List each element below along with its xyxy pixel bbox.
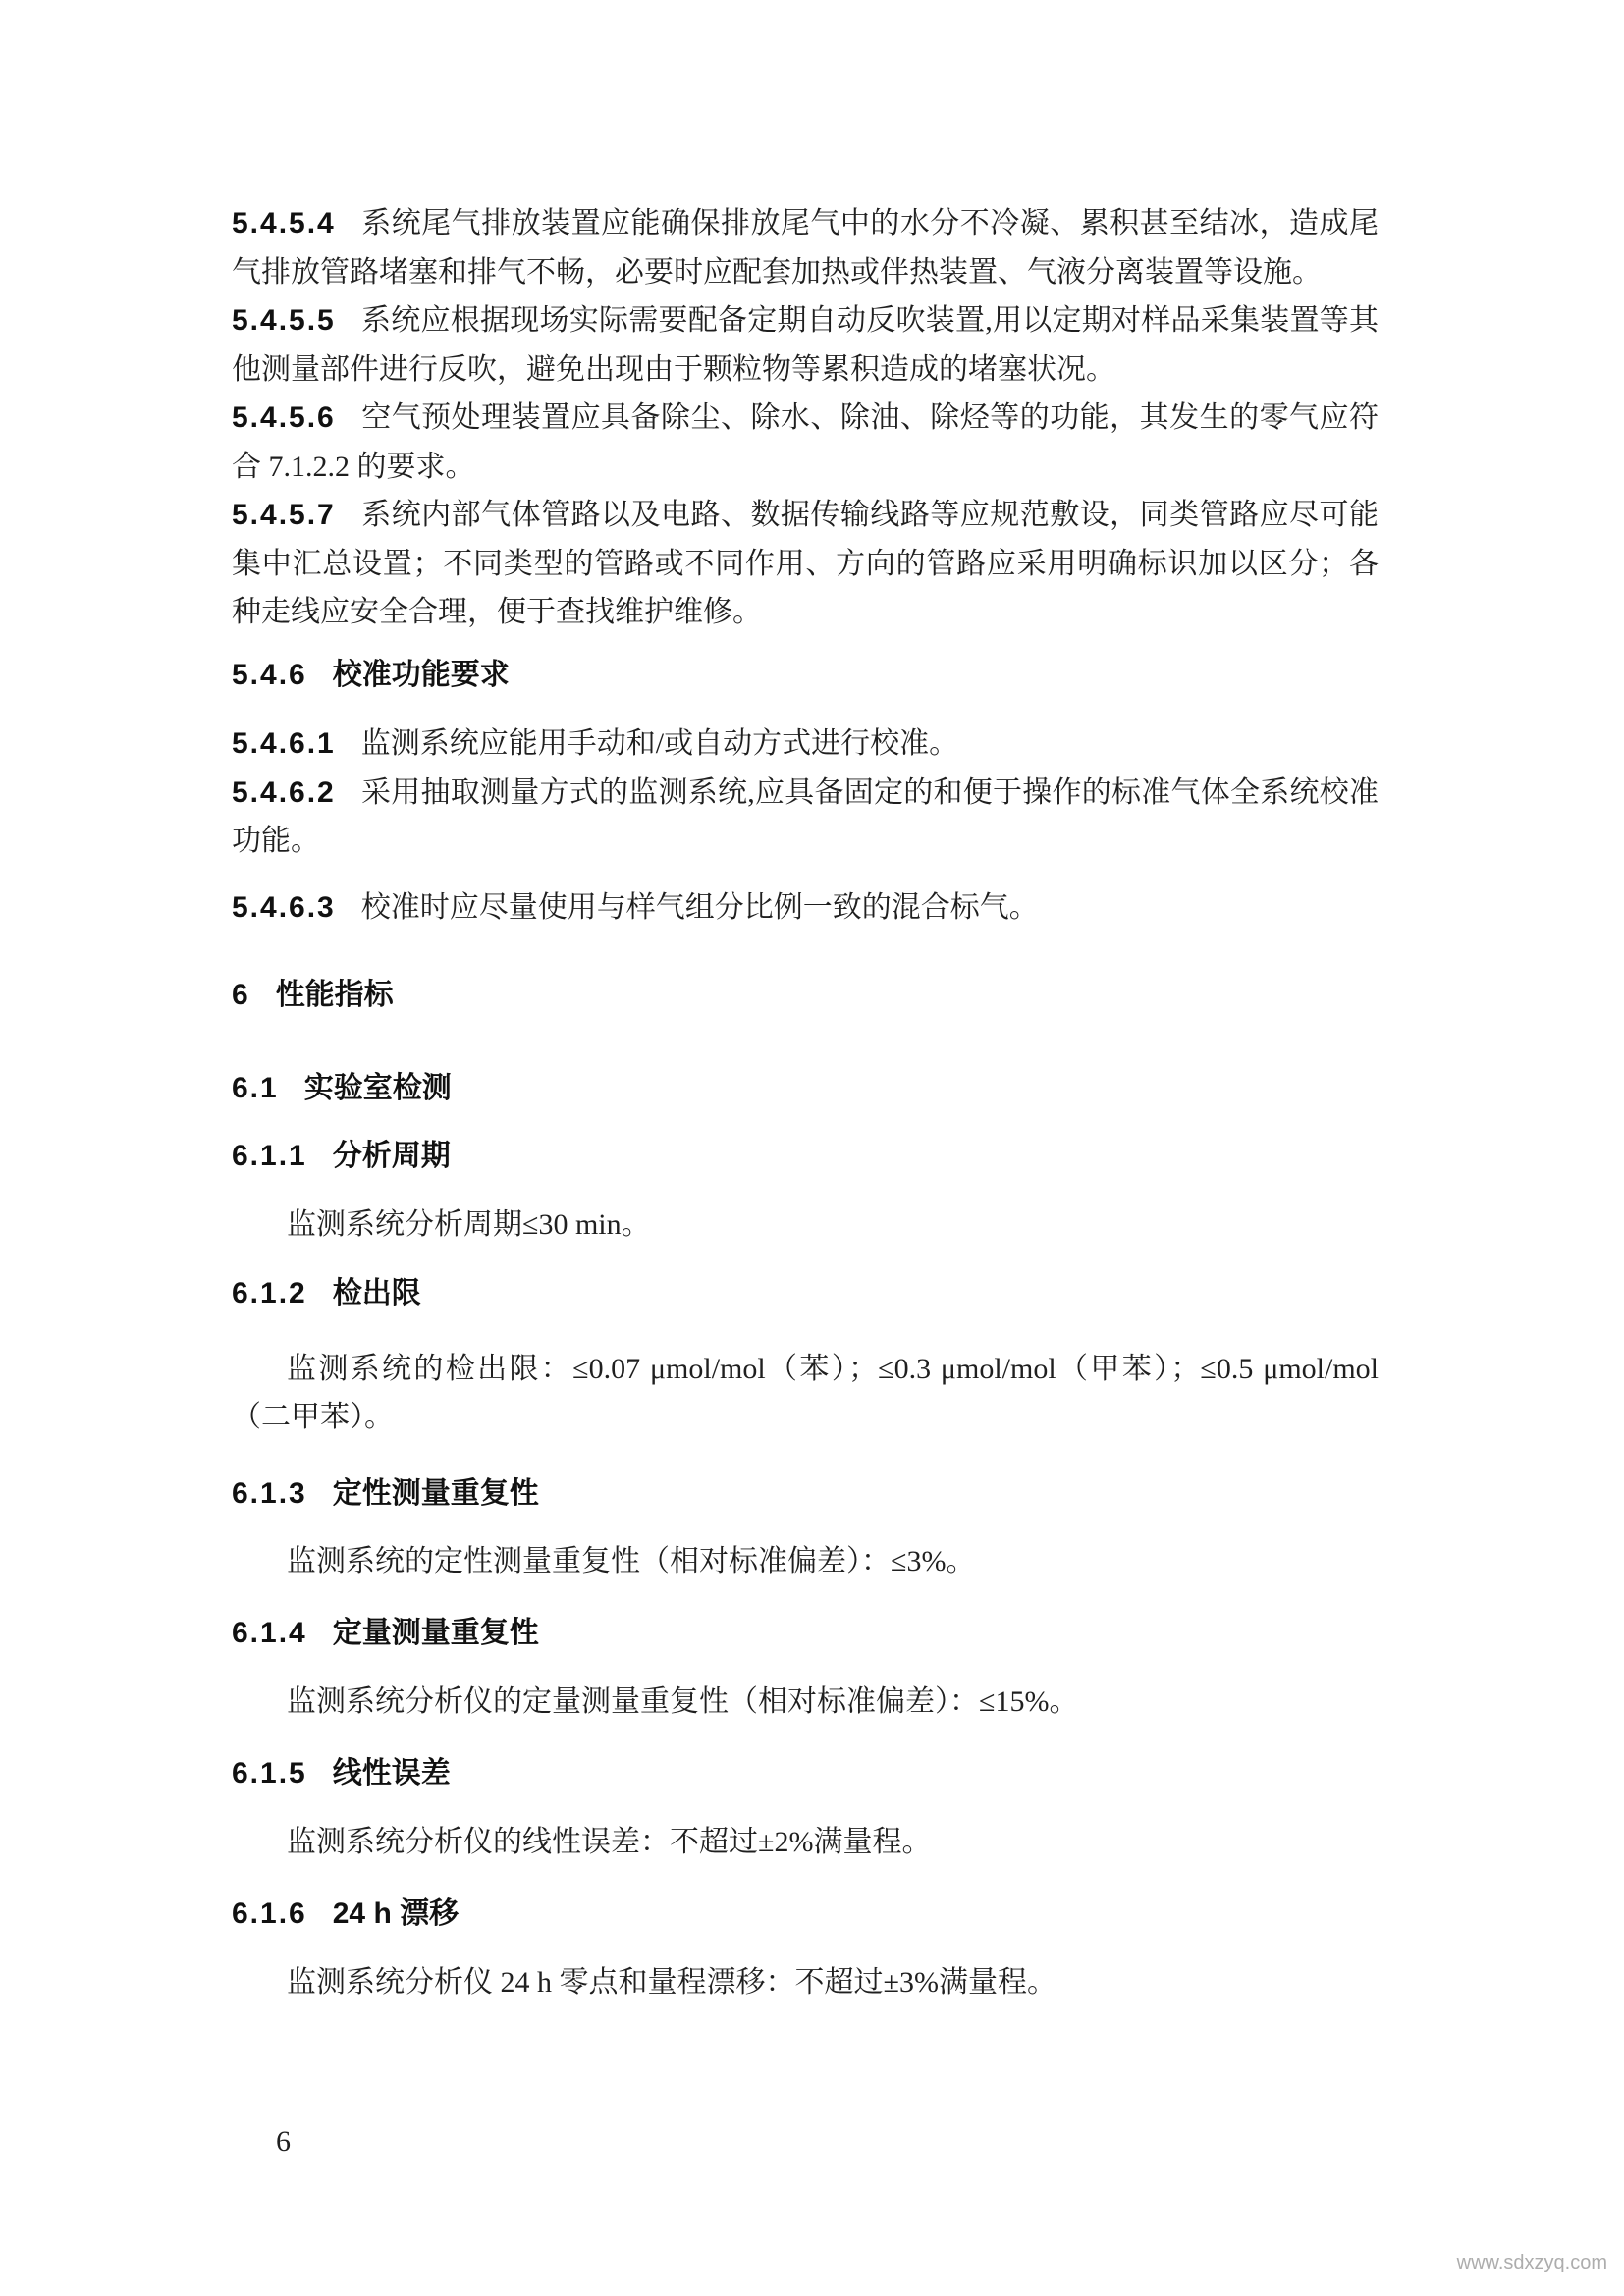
clause-5-4-5-5: [232, 296, 1379, 394]
clause-text: 采用抽取测量方式的监测系统,应具备固定的和便于操作的标准气体全系统校准功能。: [232, 775, 1379, 857]
heading-text: 定量测量重复性: [332, 1616, 539, 1649]
heading-number: 6.1.5: [232, 1756, 307, 1789]
clause-5-4-5-6: [232, 394, 1379, 491]
heading-text: 检出限: [332, 1277, 421, 1309]
clause-5-4-5-7: [232, 491, 1379, 637]
heading-number: 5.4.6: [232, 658, 307, 691]
heading-6: [232, 971, 1379, 1020]
paragraph-6-1-6: 监测系统分析仪 24 h 零点和量程漂移：不超过±3%满量程。: [287, 1966, 1056, 1999]
heading-6-1-4: [232, 1609, 1379, 1658]
paragraph-6-1-1: 监测系统分析周期≤30 min。: [287, 1207, 651, 1241]
clause-number: 5.4.5.7: [232, 499, 336, 531]
watermark: www.sdxzyq.com: [1456, 2252, 1607, 2273]
paragraph-6-1-3: 监测系统的定性测量重复性（相对标准偏差）：≤3%。: [287, 1545, 976, 1577]
heading-5-4-6: [232, 651, 1379, 700]
clause-text: 系统尾气排放装置应能确保排放尾气中的水分不冷凝、累积甚至结冰，造成尾气排放管路堵塞和排气不畅，必要时应配套加热或伴热装置、气液分离装置等设施。: [232, 207, 1379, 289]
clause-text: 校准时应尽量使用与样气组分比例一致的混合标气。: [360, 890, 1039, 924]
heading-text: 线性误差: [332, 1756, 451, 1789]
clause-5-4-6-2: [232, 769, 1379, 866]
paragraph-6-1-5: 监测系统分析仪的线性误差：不超过±2%满量程。: [287, 1826, 932, 1858]
heading-text: 分析周期: [332, 1140, 451, 1172]
clause-5-4-6-1: [232, 720, 1379, 769]
clause-number: 5.4.5.4: [232, 207, 336, 240]
paragraph-6-1-2: 监测系统的检出限：≤0.07 μmol/mol（苯）；≤0.3 μmol/mol（甲苯）；≤0.5 μmol/mol（二甲苯）。: [232, 1352, 1379, 1433]
heading-6-1: [232, 1064, 1379, 1113]
heading-text: 性能指标: [275, 979, 394, 1011]
page-number: 6: [276, 2125, 291, 2158]
heading-number: 6.1.2: [232, 1277, 307, 1309]
heading-text: 实验室检测: [303, 1071, 452, 1104]
heading-number: 6.1.6: [232, 1896, 307, 1930]
heading-6-1-2: [232, 1269, 1379, 1318]
clause-number: 5.4.6.1: [232, 727, 336, 760]
page-content: [232, 199, 1379, 2007]
clause-number: 5.4.6.3: [232, 890, 336, 924]
clause-text: 监测系统应能用手动和/或自动方式进行校准。: [360, 727, 959, 760]
clause-text: 系统内部气体管路以及电路、数据传输线路等应规范敷设，同类管路应尽可能集中汇总设置；不同类型的管路或不同作用、方向的管路应采用明确标识加以区分；各种走线应安全合理，便于查找维护维修。: [232, 499, 1379, 628]
heading-number: 6: [232, 979, 250, 1011]
heading-text: 24 h 漂移: [332, 1896, 460, 1930]
paragraph-6-1-4: 监测系统分析仪的定量测量重复性（相对标准偏差）：≤15%。: [287, 1685, 1079, 1718]
heading-text: 定性测量重复性: [332, 1476, 539, 1510]
heading-6-1-6: [232, 1890, 1379, 1939]
clause-number: 5.4.5.6: [232, 401, 336, 434]
clause-5-4-6-3: [232, 883, 1379, 933]
clause-text: 系统应根据现场实际需要配备定期自动反吹装置,用以定期对样品采集装置等其他测量部件进行反吹，避免出现由于颗粒物等累积造成的堵塞状况。: [232, 304, 1379, 386]
heading-6-1-3: [232, 1469, 1379, 1519]
heading-number: 6.1: [232, 1071, 279, 1104]
clause-5-4-5-4: [232, 199, 1379, 296]
heading-number: 6.1.1: [232, 1140, 307, 1172]
clause-number: 5.4.6.2: [232, 775, 336, 809]
clause-text: 空气预处理装置应具备除尘、除水、除油、除烃等的功能，其发生的零气应符合 7.1.2.2 的要求。: [232, 401, 1379, 483]
heading-number: 6.1.4: [232, 1616, 307, 1649]
heading-6-1-1: [232, 1132, 1379, 1181]
heading-text: 校准功能要求: [332, 658, 510, 691]
heading-number: 6.1.3: [232, 1476, 307, 1510]
clause-number: 5.4.5.5: [232, 304, 336, 337]
heading-6-1-5: [232, 1749, 1379, 1798]
